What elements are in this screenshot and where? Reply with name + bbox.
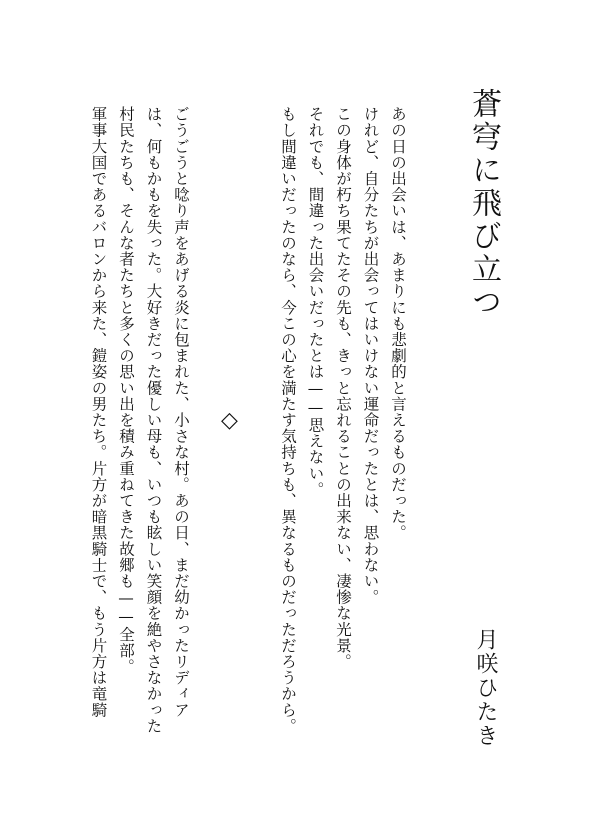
text-line: 軍事大国であるバロンから来た、鎧姿の男たち。片方が暗黒騎士で、もう片方は竜騎 [89, 106, 108, 718]
text-line: けれど、自分たちが出会ってはいけない運命だったとは、思わない。 [361, 106, 380, 606]
story-title: 蒼穹に飛び立つ [466, 88, 501, 319]
text-line: あの日の出会いは、あまりにも悲劇的と言えるものだった。 [389, 106, 407, 541]
section-divider-diamond: ◇ [221, 408, 238, 433]
text-line: は、何もかもを失った。大好きだった優しい母も、いつも眩しい笑顔を絶やさなかった [144, 106, 163, 734]
text-line: もし間違いだったのなら、今この心を満たす気持ちも、異なるものだっただろうから。 [279, 106, 297, 734]
story-text-block [84, 106, 194, 734]
text-line: ごうごうと唸り声をあげる炎に包まれた、小さな村。あの日、まだ幼かったリディア [172, 106, 190, 718]
text-line: 村民たちも、そんな者たちと多くの思い出を積み重ねてきた故郷も——全部。 [117, 106, 135, 675]
prologue-text-block [274, 106, 412, 734]
text-line: この身体が朽ち果てたその先も、きっと忘れることの出来ない、凄惨な光景。 [334, 106, 352, 670]
text-line: それでも、間違った出会いだったとは——思えない。 [306, 106, 325, 498]
author-name: 月咲ひたき [473, 628, 498, 748]
